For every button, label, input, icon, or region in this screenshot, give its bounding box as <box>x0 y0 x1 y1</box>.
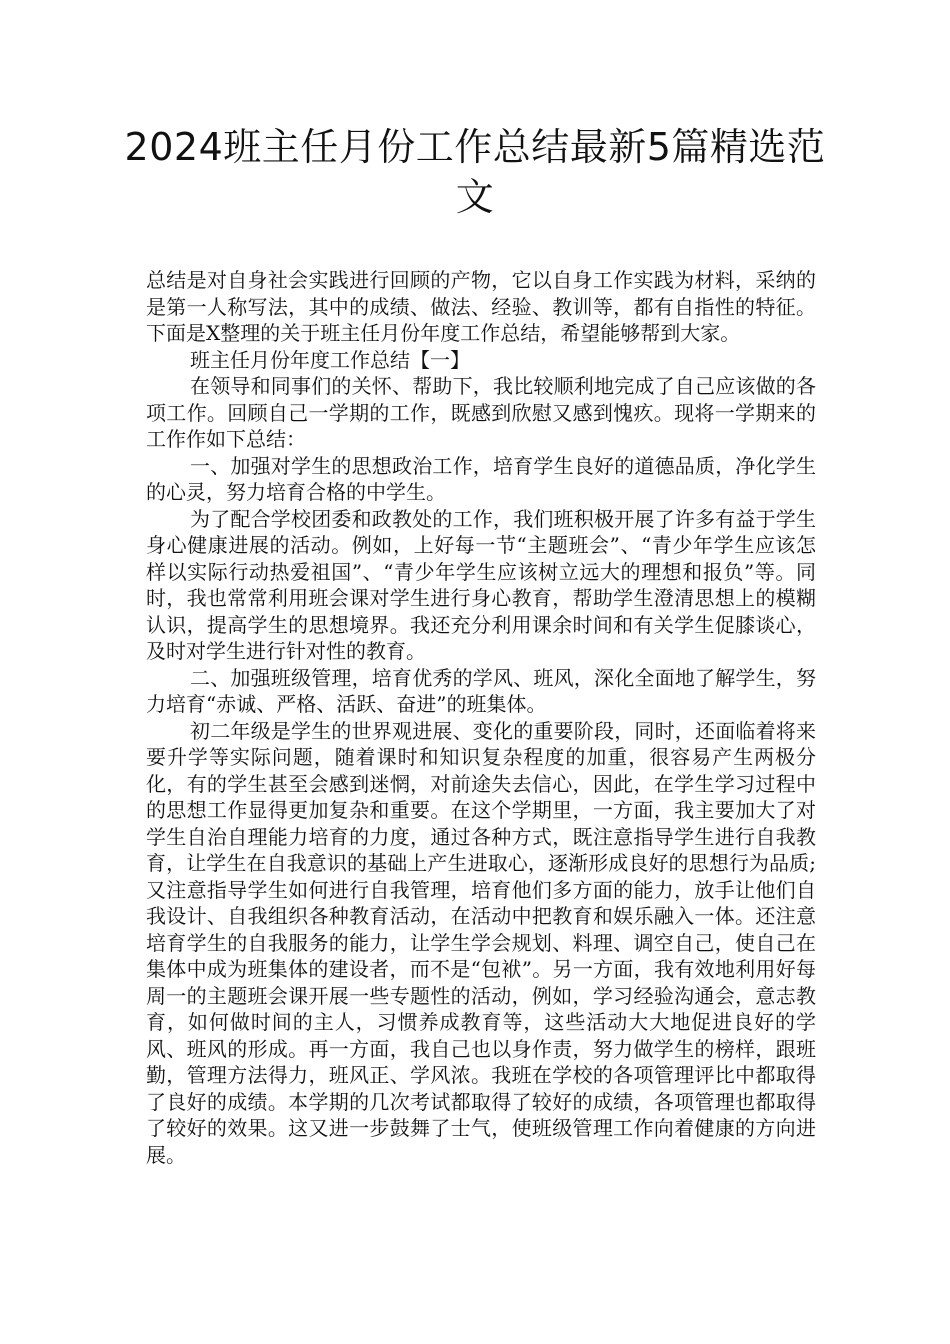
intro-paragraph: 总结是对自身社会实践进行回顾的产物，它以自身工作实践为材料，采纳的是第一人称写法，其中的成绩、做法、经验、教训等，都有自指性的特征。下面是X整理的关于班主任月份年度工作总结，希望能够帮到大家。 <box>146 268 816 345</box>
body-paragraph: 初二年级是学生的世界观进展、变化的重要阶段，同时，还面临着将来要升学等实际问题，随着课时和知识复杂程度的加重，很容易产生两极分化，有的学生甚至会感到迷惘，对前途失去信心，因此，在学生学习过程中的思想工作显得更加复杂和重要。在这个学期里，一方面，我主要加大了对学生自治自理能力培育的力度，通过各种方式，既注意指导学生进行自我教育，让学生在自我意识的基础上产生进取心，逐渐形成良好的思想行为品质;又注意指导学生如何进行自我管理，培育他们多方面的能力，放手让他们自我设计、自我组织各种教育活动，在活动中把教育和娱乐融入一体。还注意培育学生的自我服务的能力，让学生学会规划、料理、调空自己，使自己在集体中成为班集体的建设者，而不是“包袱”。另一方面，我有效地利用好每周一的主题班会课开展一些专题性的活动，例如，学习经验沟通会，意志教育，如何做时间的主人，习惯养成教育等，这些活动大大地促进良好的学风、班风的形成。再一方面，我自己也以身作责，努力做学生的榜样，跟班勤，管理方法得力，班风正、学风浓。我班在学校的各项管理评比中都取得了良好的成绩。本学期的几次考试都取得了较好的成绩，各项管理也都取得了较好的效果。这又进一步鼓舞了士气，使班级管理工作向着健康的方向进展。 <box>146 718 816 1167</box>
document-title: 2024班主任月份工作总结最新5篇精选范文 <box>124 125 826 219</box>
body-paragraph: 为了配合学校团委和政教处的工作，我们班积极开展了许多有益于学生身心健康进展的活动。例如，上好每一节“主题班会”、“青少年学生应该怎样以实际行动热爱祖国”、“青少年学生应该树立远大的理想和报负”等。同时，我也常常利用班会课对学生进行身心教育，帮助学生澄清思想上的模糊认识，提高学生的思想境界。我还充分利用课余时间和有关学生促膝谈心，及时对学生进行针对性的教育。 <box>146 506 816 663</box>
body-paragraph: 一、加强对学生的思想政治工作，培育学生良好的道德品质，净化学生的心灵，努力培育合格的中学生。 <box>146 453 816 504</box>
body-paragraph: 在领导和同事们的关怀、帮助下，我比较顺利地完成了自己应该做的各项工作。回顾自己一学期的工作，既感到欣慰又感到愧疚。现将一学期来的工作作如下总结： <box>146 374 816 451</box>
body-paragraph: 二、加强班级管理，培育优秀的学风、班风，深化全面地了解学生，努力培育“赤诚、严格、活跃、奋进”的班集体。 <box>146 665 816 716</box>
document-body <box>146 267 816 1168</box>
section-heading: 班主任月份年度工作总结【一】 <box>190 347 470 372</box>
